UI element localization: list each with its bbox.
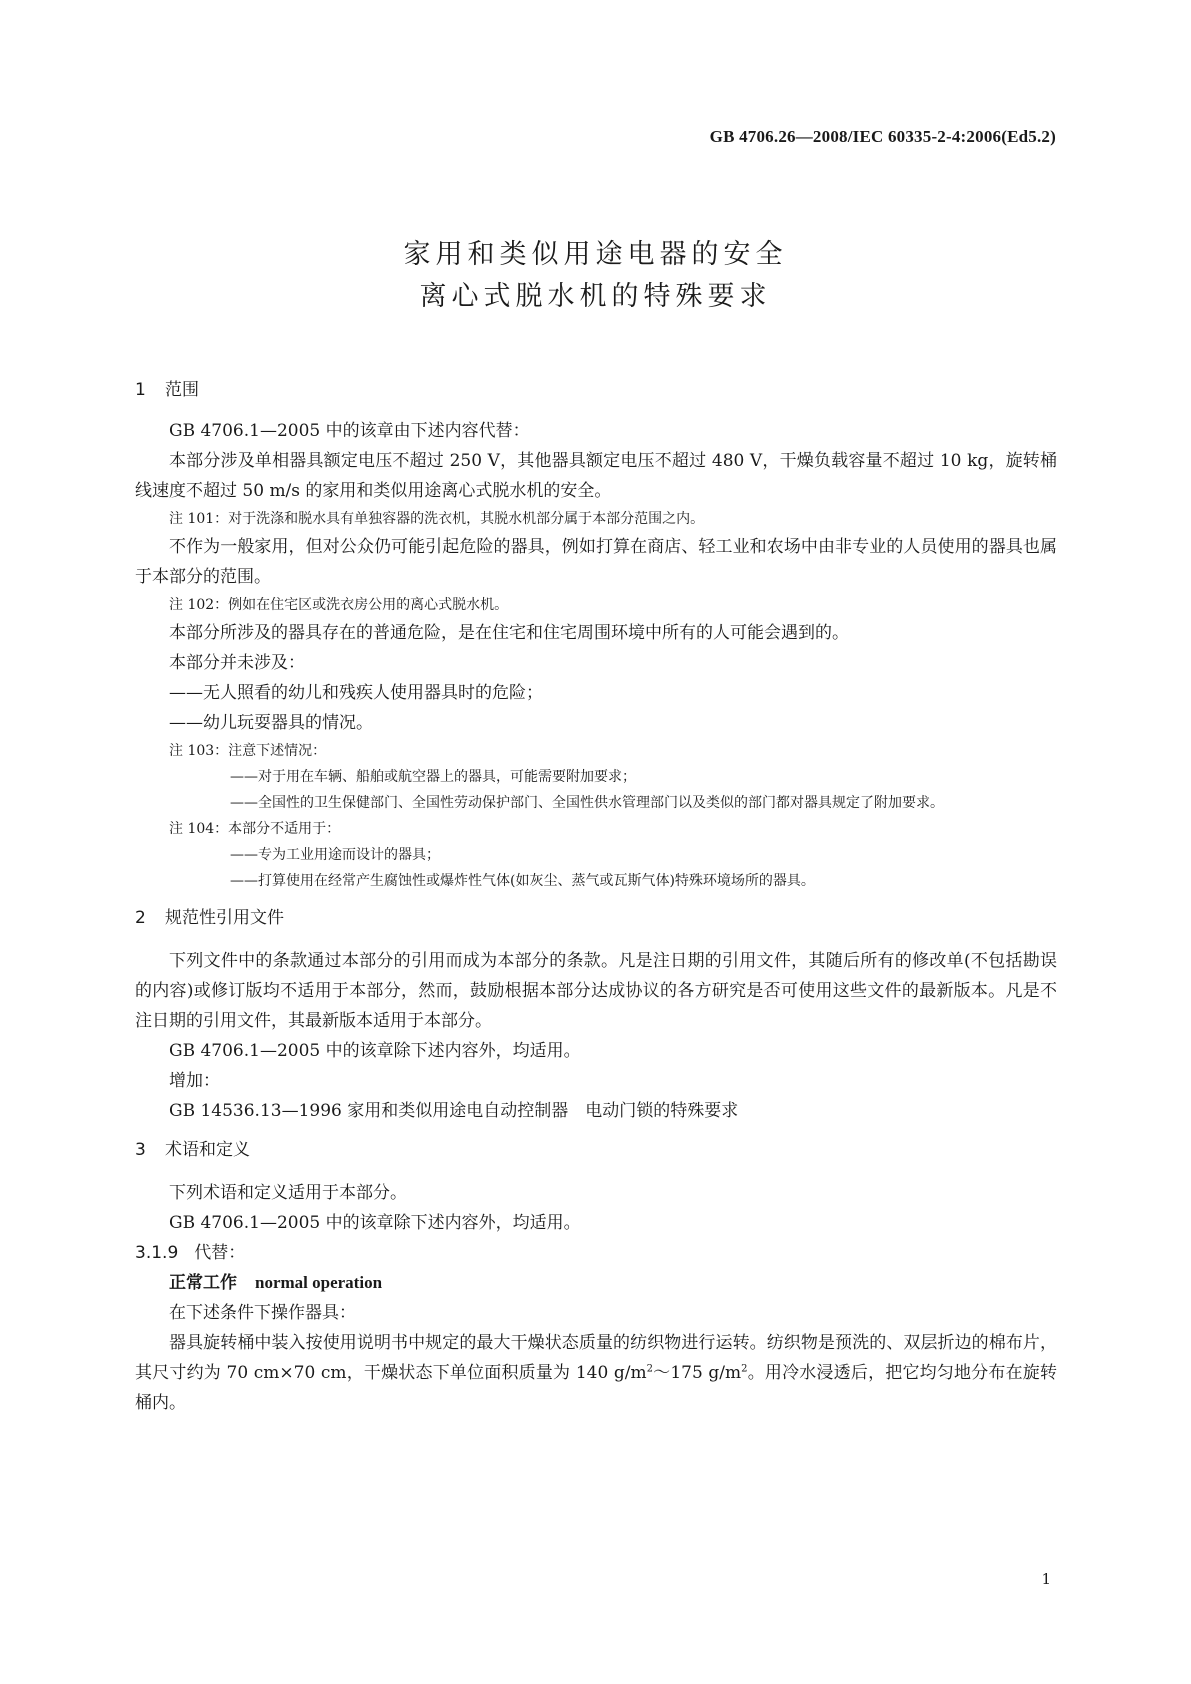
note-item: ——打算使用在经常产生腐蚀性或爆炸性气体(如灰尘、蒸气或瓦斯气体)特殊环境场所的器具。 — [230, 873, 815, 889]
paragraph — [135, 1328, 1057, 1418]
superscript: 2 — [741, 1363, 748, 1375]
clause-text: 代替： — [194, 1243, 246, 1263]
section-heading-1 — [135, 372, 1057, 408]
paragraph: 不作为一般家用，但对公众仍可能引起危险的器具，例如打算在商店、轻工业和农场中由非专业的人员使用的器具也属于本部分的范围。 — [135, 537, 1057, 587]
section-heading-2 — [135, 900, 1057, 936]
section-number: 3 — [135, 1140, 146, 1160]
paragraph: GB 4706.1—2005 中的该章由下述内容代替： — [169, 421, 530, 441]
reference-entry: GB 14536.13—1996 家用和类似用途电自动控制器 电动门锁的特殊要求 — [169, 1101, 739, 1121]
section-title: 范围 — [165, 380, 199, 400]
note-103: 注 103：注意下述情况： — [169, 743, 327, 759]
note-item: ——对于用在车辆、船舶或航空器上的器具，可能需要附加要求； — [230, 769, 636, 785]
page-number: 1 — [1041, 1570, 1051, 1588]
note-101: 注 101：对于洗涤和脱水具有单独容器的洗衣机，其脱水机部分属于本部分范围之内。 — [169, 511, 705, 527]
standard-number: GB 4706.26—2008/IEC 60335-2-4:2006(Ed5.2) — [709, 127, 1056, 146]
document-body — [135, 372, 1057, 1418]
clause-number: 3.1.9 — [135, 1243, 179, 1263]
dash-item: ——幼儿玩耍器具的情况。 — [169, 713, 373, 733]
paragraph: GB 4706.1—2005 中的该章除下述内容外，均适用。 — [169, 1041, 581, 1061]
section-number: 1 — [135, 380, 146, 400]
paragraph: GB 4706.1—2005 中的该章除下述内容外，均适用。 — [169, 1213, 581, 1233]
note-102: 注 102：例如在住宅区或洗衣房公用的离心式脱水机。 — [169, 597, 509, 613]
paragraph: 本部分涉及单相器具额定电压不超过 250 V，其他器具额定电压不超过 480 V，干燥负载容量不超过 10 kg，旋转桶线速度不超过 50 m/s 的家用和类似用途离心式脱水机的安全。 — [135, 451, 1057, 501]
section-title: 术语和定义 — [165, 1140, 250, 1160]
superscript: 2 — [646, 1363, 653, 1375]
section-title: 规范性引用文件 — [165, 908, 284, 928]
term-english: normal operation — [255, 1273, 383, 1292]
paragraph: 增加： — [169, 1071, 220, 1091]
paragraph: 本部分所涉及的器具存在的普通危险，是在住宅和住宅周围环境中所有的人可能会遇到的。 — [169, 623, 849, 643]
note-104: 注 104：本部分不适用于： — [169, 821, 341, 837]
text-run: 。用冷水浸透后，把它均匀地分布在旋转桶内。 — [135, 1363, 1057, 1413]
title-line-2: 离心式脱水机的特殊要求 — [419, 281, 772, 312]
clause-3-1-9 — [135, 1238, 1057, 1268]
text-run: ～175 g/m — [652, 1363, 742, 1383]
paragraph: 下列术语和定义适用于本部分。 — [169, 1183, 407, 1203]
paragraph: 在下述条件下操作器具： — [169, 1303, 356, 1323]
note-item: ——全国性的卫生保健部门、全国性劳动保护部门、全国性供水管理部门以及类似的部门都对器具规定了附加要求。 — [230, 795, 944, 811]
paragraph: 本部分并未涉及： — [169, 653, 305, 673]
term-entry — [169, 1268, 1057, 1298]
section-heading-3 — [135, 1132, 1057, 1168]
paragraph: 下列文件中的条款通过本部分的引用而成为本部分的条款。凡是注日期的引用文件，其随后所有的修改单(不包括勘误的内容)或修订版均不适用于本部分，然而，鼓励根据本部分达成协议的各方研究是否可使用这些文件的最新版本。凡是不注日期的引用文件，其最新版本适用于本部分。 — [135, 951, 1057, 1031]
text-run: 器具旋转桶中装入按使用说明书中规定的最大干燥状态质量的纺织物进行运转。纺织物是预洗的、双层折边的棉布片，其尺寸约为 70 cm×70 cm，干燥状态下单位面积质量为 140 g/m — [135, 1333, 1057, 1383]
title-line-1: 家用和类似用途电器的安全 — [403, 239, 788, 270]
term-chinese: 正常工作 — [169, 1273, 237, 1293]
note-item: ——专为工业用途而设计的器具； — [230, 847, 440, 863]
section-number: 2 — [135, 908, 146, 928]
dash-item: ——无人照看的幼儿和残疾人使用器具时的危险； — [169, 683, 543, 703]
